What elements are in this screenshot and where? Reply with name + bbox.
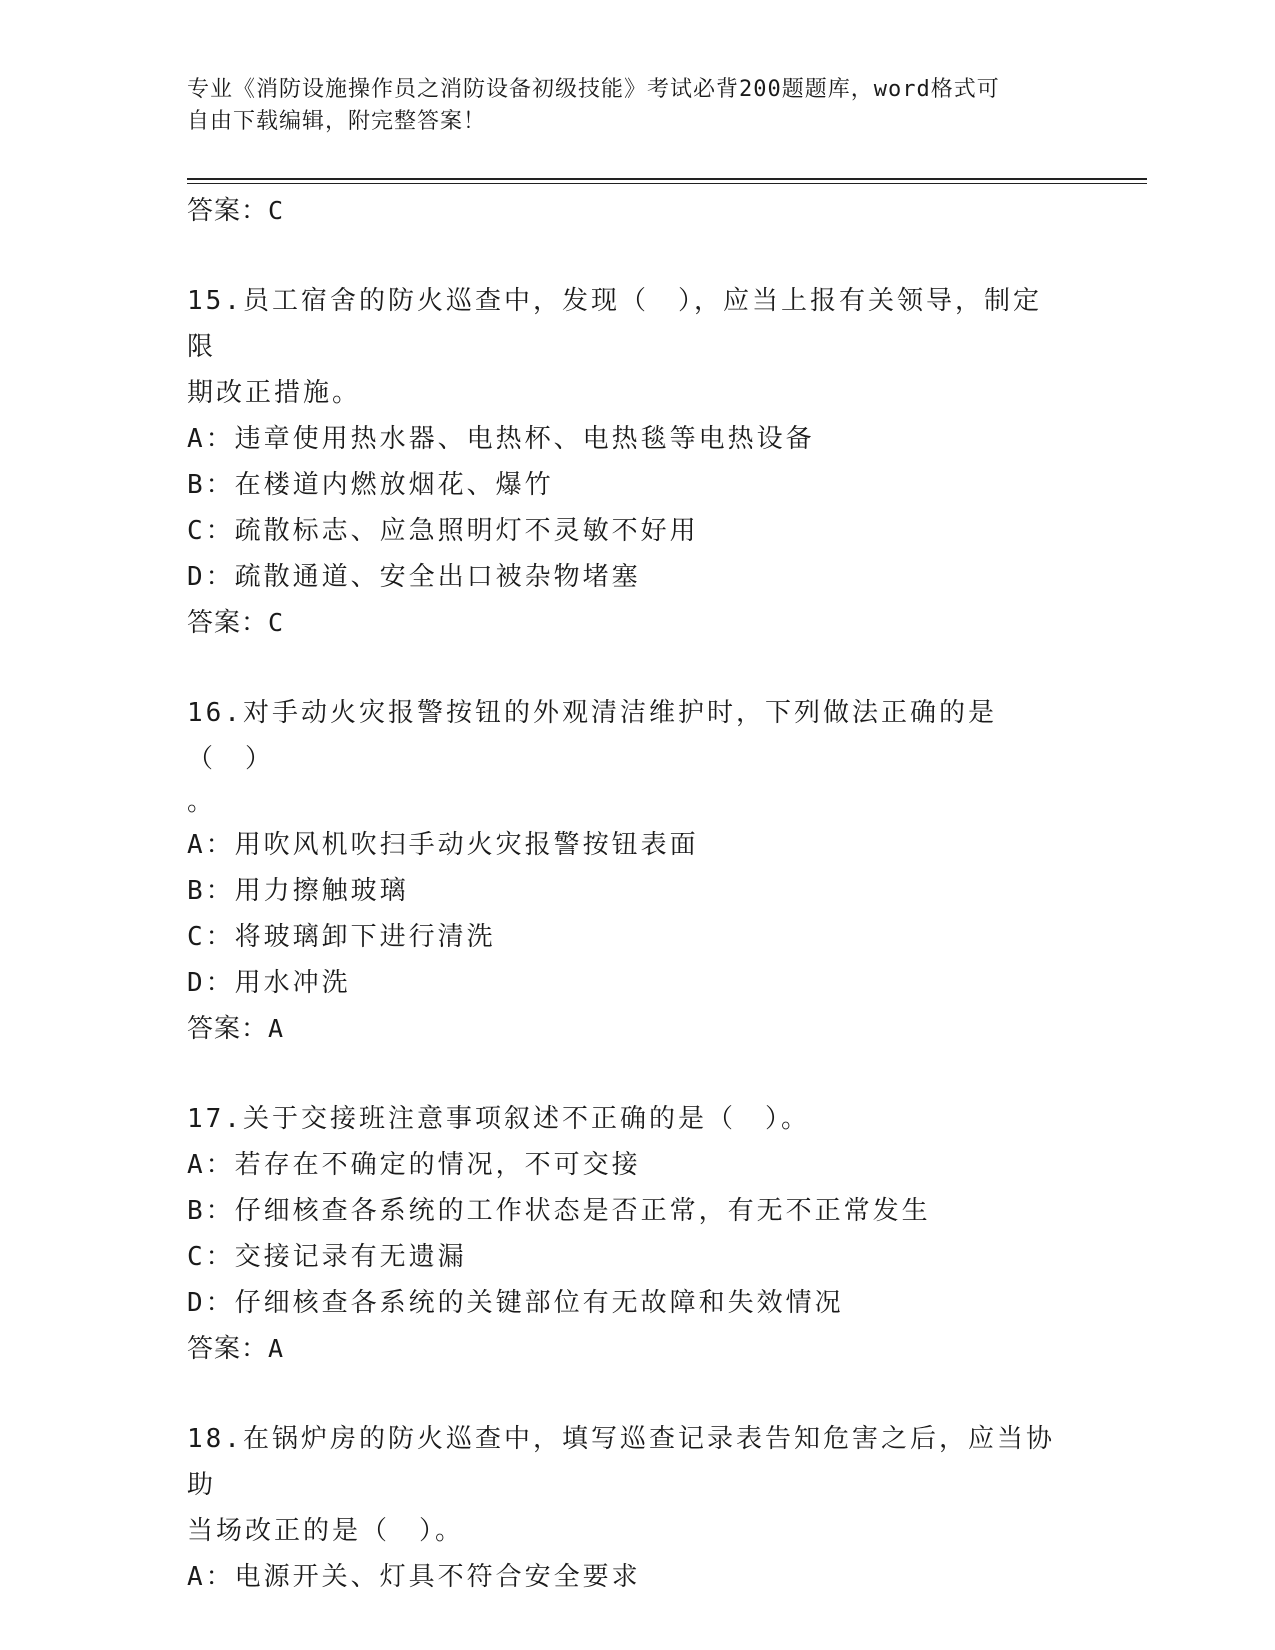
stem-line: 18.在锅炉房的防火巡查中，填写巡查记录表告知危害之后，应当协助 <box>187 1424 1055 1500</box>
stem-line: 当场改正的是（ ）。 <box>187 1516 465 1546</box>
header-divider-thin <box>187 183 1147 184</box>
question-stem <box>187 278 1067 416</box>
option-c: C：疏散标志、应急照明灯不灵敏不好用 <box>187 516 699 546</box>
option-d: D：仔细核查各系统的关键部位有无故障和失效情况 <box>187 1288 844 1318</box>
stem-line: 17.关于交接班注意事项叙述不正确的是（ ）。 <box>187 1104 810 1134</box>
answer-value: A <box>268 1334 285 1363</box>
answer-label: 答案： <box>187 196 269 226</box>
stem-line: 15.员工宿舍的防火巡查中，发现（ ），应当上报有关领导，制定限 <box>187 286 1042 362</box>
answer-value: C <box>268 608 285 637</box>
answer-label: 答案： <box>187 1014 269 1044</box>
option-d: D：用水冲洗 <box>187 968 351 998</box>
option-a: A：用吹风机吹扫手动火灾报警按钮表面 <box>187 830 699 860</box>
option-b: B：在楼道内燃放烟花、爆竹 <box>187 470 554 500</box>
option-a: A：违章使用热水器、电热杯、电热毯等电热设备 <box>187 424 815 454</box>
header-divider-thick <box>187 178 1147 180</box>
question-block <box>187 1416 1067 1600</box>
header-line-2: 自由下载编辑，附完整答案！ <box>187 109 487 134</box>
option-a: A：电源开关、灯具不符合安全要求 <box>187 1562 641 1592</box>
stem-line: 16.对手动火灾报警按钮的外观清洁维护时，下列做法正确的是（ ） <box>187 698 997 774</box>
document-header <box>187 74 1067 138</box>
option-c: C：交接记录有无遗漏 <box>187 1242 467 1272</box>
question-stem <box>187 690 1067 822</box>
answer-line <box>187 1326 1067 1372</box>
answer-value: C <box>268 196 285 225</box>
question-block <box>187 278 1067 646</box>
option-c: C：将玻璃卸下进行清洗 <box>187 922 496 952</box>
answer-line <box>187 1006 1067 1052</box>
answer-label: 答案： <box>187 1334 269 1364</box>
document-body <box>187 188 1067 1600</box>
stem-line: 期改正措施。 <box>187 378 362 408</box>
option-b: B：仔细核查各系统的工作状态是否正常，有无不正常发生 <box>187 1196 931 1226</box>
header-line-1: 专业《消防设施操作员之消防设备初级技能》考试必背200题题库，word格式可 <box>187 77 1000 102</box>
option-d: D：疏散通道、安全出口被杂物堵塞 <box>187 562 641 592</box>
question-stem <box>187 1096 1067 1142</box>
option-a: A：若存在不确定的情况，不可交接 <box>187 1150 641 1180</box>
question-block <box>187 690 1067 1052</box>
answer-label: 答案： <box>187 608 269 638</box>
stem-line: 。 <box>187 787 217 817</box>
answer-line <box>187 188 1067 234</box>
question-block <box>187 1096 1067 1372</box>
question-stem <box>187 1416 1067 1554</box>
option-b: B：用力擦触玻璃 <box>187 876 409 906</box>
answer-value: A <box>268 1014 285 1043</box>
answer-line <box>187 600 1067 646</box>
